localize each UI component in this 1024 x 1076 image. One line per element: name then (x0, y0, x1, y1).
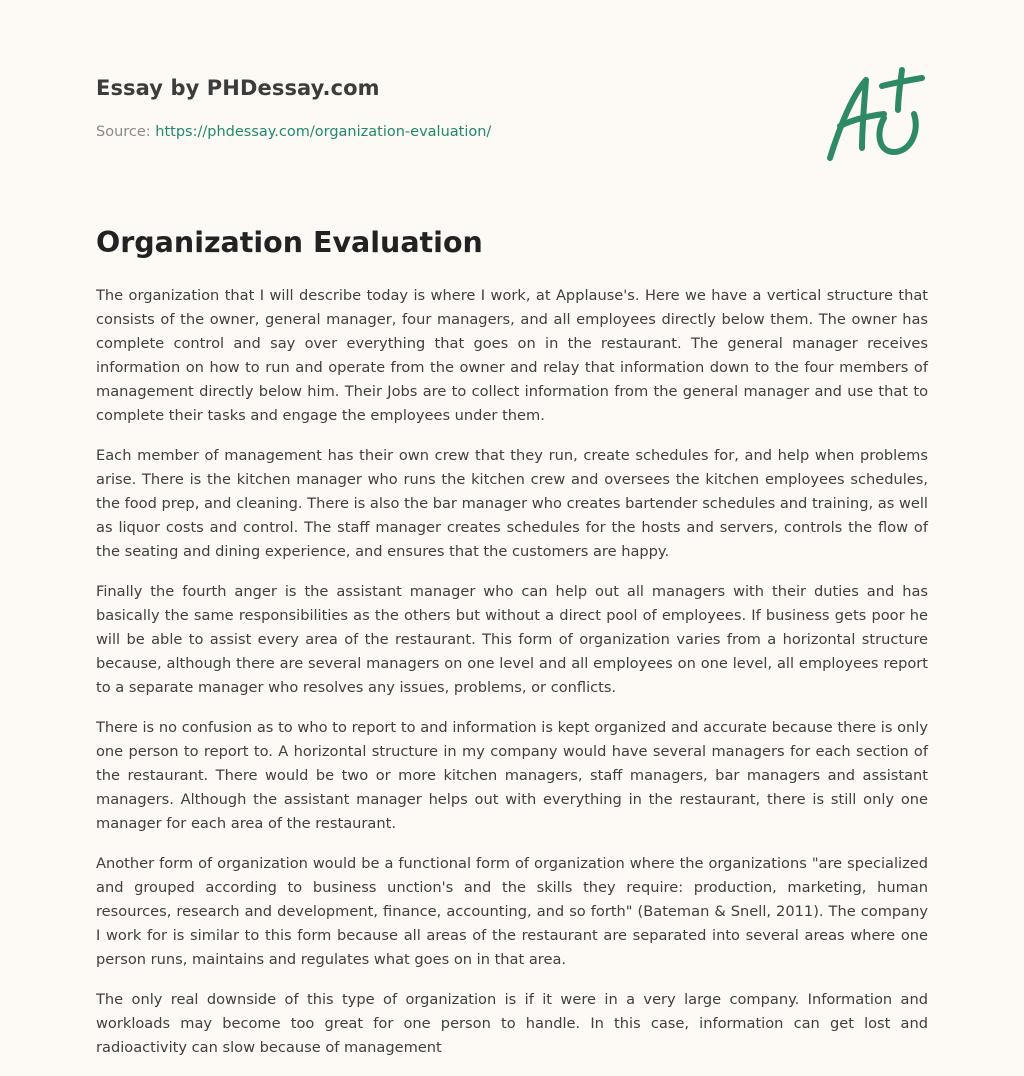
essay-paragraph: Another form of organization would be a functional form of organization where the organizations "are specialized and grouped according to business unction's and the skills they require: production, marketing, human resources, research and development, finance, accounting, and so forth" (Bateman & Snell, 2011). The company I work for is similar to this form because all areas of the restaurant are separated into several areas where one person runs, maintains and regulates what goes on in that area. (96, 855, 928, 968)
essay-paragraph: Finally the fourth anger is the assistant manager who can help out all managers with their duties and has basically the same responsibilities as the others but without a direct pool of employees. If business gets poor he will be able to assist every area of the restaurant. This form of organization varies from a horizontal structure because, although there are several managers on one level and all employees on one level, all employees report to a separate manager who resolves any issues, problems, or conflicts. (96, 583, 928, 696)
essay-body (96, 284, 928, 1076)
source-label: Source: (96, 124, 156, 140)
essay-paragraph: There is no confusion as to who to report to and information is kept organized and accurate because there is only one person to report to. A horizontal structure in my company would have several managers for each section of the restaurant. There would be two or more kitchen managers, staff managers, bar managers and assistant managers. Although the assistant manager helps out with everything in the restaurant, there is still only one manager for each area of the restaurant. (96, 719, 928, 832)
essay-paragraph: The only real downside of this type of organization is if it were in a very large company. Information and workloads may become too great for one person to handle. In this case, information can get lost and radioactivity can slow because of management (96, 991, 928, 1056)
essay-title: Organization Evaluation (96, 226, 483, 259)
essay-paragraph: The organization that I will describe today is where I work, at Applause's. Here we have a vertical structure that consists of the owner, general manager, four managers, and all employees directly below them. The owner has complete control and say over everything that goes on in the restaurant. The general manager receives information on how to run and operate from the owner and relay that information down to the four members of management directly below him. Their Jobs are to collect information from the general manager and use that to complete their tasks and engage the employees under them. (96, 287, 928, 424)
source-line (96, 124, 491, 140)
a-plus-grade-icon (818, 66, 930, 166)
essay-paragraph: Each member of management has their own crew that they run, create schedules for, and help when problems arise. There is the kitchen manager who runs the kitchen crew and oversees the kitchen employees schedules, the food prep, and cleaning. There is also the bar manager who creates bartender schedules and training, as well as liquor costs and control. The staff manager creates schedules for the hosts and servers, controls the flow of the seating and dining experience, and ensures that the customers are happy. (96, 447, 928, 560)
source-link[interactable]: https://phdessay.com/organization-evaluation/ (155, 124, 492, 140)
site-brand: Essay by PHDessay.com (96, 76, 380, 100)
